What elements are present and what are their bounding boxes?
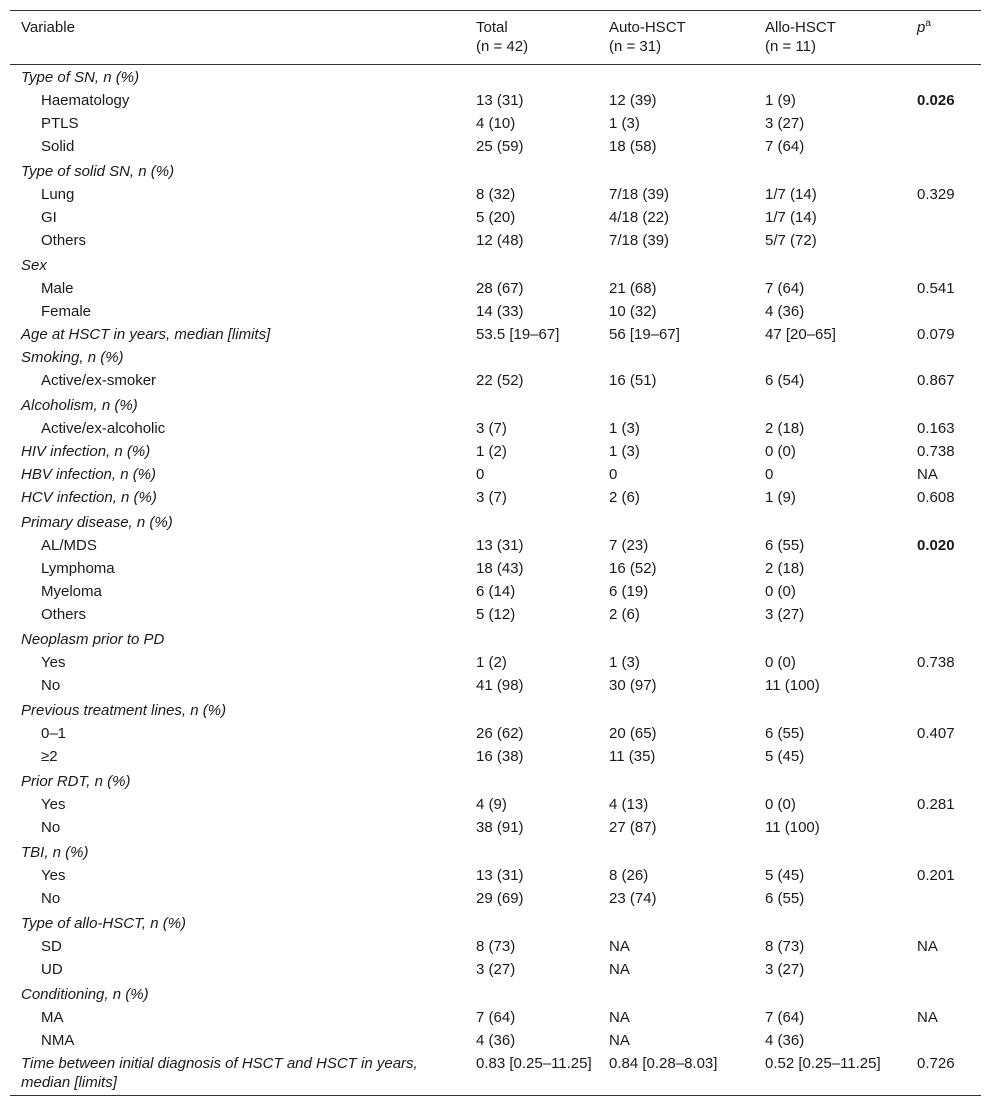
characteristics-table	[10, 10, 981, 1096]
table-row: Lymphoma 18 (43) 16 (52) 2 (18)	[41, 560, 805, 577]
table-row: Haematology 13 (31) 12 (39) 1 (9) 0.026	[41, 92, 955, 109]
section-alcoholism: Alcoholism, n (%)	[21, 397, 138, 414]
table-row: ≥2 16 (38) 11 (35) 5 (45)	[41, 748, 805, 765]
table-row: GI 5 (20) 4/18 (22) 1/7 (14)	[41, 209, 817, 226]
table-row: 0–1 26 (62) 20 (65) 6 (55) 0.407	[41, 725, 955, 742]
section-smoking: Smoking, n (%)	[21, 349, 124, 366]
table-row-time-to-hsct: Time between initial diagnosis of HSCT and HSCT in years, median [limits] 0.83 [0.25–11.25] 0.84 [0.28–8.03] 0.52 [0.25–11.25] 0.726	[10, 1054, 981, 1096]
section-type-of-sn: Type of SN, n (%)	[21, 69, 140, 86]
header-auto-n: (n = 31)	[609, 38, 662, 55]
table-row: Others 12 (48) 7/18 (39) 5/7 (72)	[41, 232, 817, 249]
header-allo: Allo-HSCT (n = 11)	[765, 19, 836, 55]
table-row: UD 3 (27) NA 3 (27)	[41, 961, 805, 978]
table-row: No 38 (91) 27 (87) 11 (100)	[41, 819, 820, 836]
header-row	[10, 11, 981, 65]
section-neoplasm-prior: Neoplasm prior to PD	[21, 631, 165, 648]
table-row: Yes 13 (31) 8 (26) 5 (45) 0.201	[41, 867, 955, 884]
table-row: Male 28 (67) 21 (68) 7 (64) 0.541	[41, 280, 955, 297]
table-row: HBV infection, n (%) 0 0 0 NA	[21, 466, 938, 483]
table-row: MA 7 (64) NA 7 (64) NA	[41, 1009, 938, 1026]
table-row: Age at HSCT in years, median [limits] 53.5 [19–67] 56 [19–67] 47 [20–65] 0.079	[21, 326, 955, 343]
table-row: Active/ex-alcoholic 3 (7) 1 (3) 2 (18) 0.163	[41, 420, 955, 437]
table-row: SD 8 (73) NA 8 (73) NA	[41, 938, 938, 955]
table-row: Yes 1 (2) 1 (3) 0 (0) 0.738	[41, 654, 955, 671]
section-sex: Sex	[21, 257, 47, 274]
header-variable: Variable	[21, 19, 75, 36]
table-row: No 29 (69) 23 (74) 6 (55)	[41, 890, 805, 907]
table-row: Myeloma 6 (14) 6 (19) 0 (0)	[41, 583, 796, 600]
table-row: Lung 8 (32) 7/18 (39) 1/7 (14) 0.329	[41, 186, 955, 203]
table-row: PTLS 4 (10) 1 (3) 3 (27)	[41, 115, 805, 132]
section-conditioning: Conditioning, n (%)	[21, 986, 149, 1003]
section-type-of-allo-hsct: Type of allo-HSCT, n (%)	[21, 915, 187, 932]
header-allo-n: (n = 11)	[765, 38, 816, 55]
section-primary-disease: Primary disease, n (%)	[21, 514, 173, 531]
table-row: HIV infection, n (%) 1 (2) 1 (3) 0 (0) 0.738	[21, 443, 955, 460]
table-row: Active/ex-smoker 22 (52) 16 (51) 6 (54) 0.867	[41, 372, 955, 389]
table-row: Others 5 (12) 2 (6) 3 (27)	[41, 606, 805, 623]
header-total: Total (n = 42)	[476, 19, 529, 55]
table-row: Solid 25 (59) 18 (58) 7 (64)	[41, 138, 805, 155]
table-row: Yes 4 (9) 4 (13) 0 (0) 0.281	[41, 796, 955, 813]
section-type-of-solid-sn: Type of solid SN, n (%)	[21, 163, 175, 180]
header-auto: Auto-HSCT (n = 31)	[609, 19, 686, 55]
table-row: NMA 4 (36) NA 4 (36)	[41, 1032, 805, 1049]
header-total-n: (n = 42)	[476, 38, 529, 55]
table-row: Female 14 (33) 10 (32) 4 (36)	[41, 303, 805, 320]
section-previous-treatment: Previous treatment lines, n (%)	[21, 702, 227, 719]
table-row: No 41 (98) 30 (97) 11 (100)	[41, 677, 820, 694]
table-row: AL/MDS 13 (31) 7 (23) 6 (55) 0.020	[41, 537, 955, 554]
section-tbi: TBI, n (%)	[21, 844, 89, 861]
section-prior-rdt: Prior RDT, n (%)	[21, 773, 131, 790]
header-p: $p^a$	[917, 18, 931, 36]
table-row: HCV infection, n (%) 3 (7) 2 (6) 1 (9) 0.608	[21, 489, 955, 506]
